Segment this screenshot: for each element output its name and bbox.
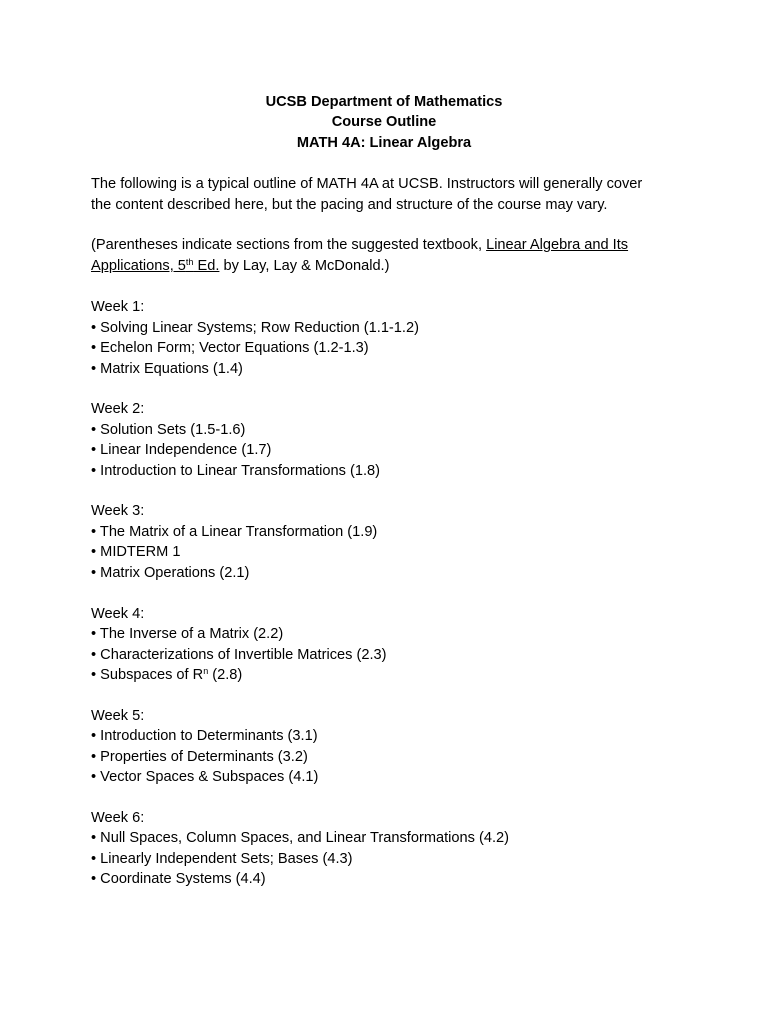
topic-item: • Matrix Equations (1.4) [91, 360, 243, 377]
topic-item: • Introduction to Determinants (3.1) [91, 728, 318, 745]
topic-item: • Null Spaces, Column Spaces, and Linear Transformations (4.2) [91, 830, 509, 847]
topic-item: • Solution Sets (1.5-1.6) [91, 421, 246, 438]
topic-item: • Introduction to Linear Transformations (1.8) [91, 462, 381, 479]
week-block [91, 399, 711, 481]
topic-section: (2.8) [208, 667, 243, 684]
topic-item: • The Matrix of a Linear Transformation (1.9) [91, 523, 378, 540]
textbook-title-part-1: Linear Algebra and Its [486, 237, 629, 253]
intro-paragraph [91, 174, 711, 215]
document-header [0, 92, 768, 153]
topic-item: • MIDTERM 1 [91, 544, 181, 561]
textbook-note [91, 235, 711, 276]
note-line-1 [91, 235, 711, 256]
week-title: Week 5: [91, 707, 145, 724]
textbook-edition-text: Ed. [193, 257, 220, 274]
topic-item: • Properties of Determinants (3.2) [91, 748, 308, 765]
exponent-superscript: n [203, 666, 209, 677]
week-title: Week 6: [91, 809, 145, 826]
note-suffix: by Lay, Lay & McDonald.) [219, 257, 390, 274]
topic-text: • Subspaces of R [91, 667, 204, 684]
intro-line: the content described here, but the pacing and structure of the course may vary. [91, 196, 608, 213]
topic-item: • Linearly Independent Sets; Bases (4.3) [91, 850, 353, 867]
topic-item: • Vector Spaces & Subspaces (4.1) [91, 769, 319, 786]
department-title: UCSB Department of Mathematics [265, 94, 503, 110]
week-title: Week 3: [91, 503, 145, 520]
topic-item: • Matrix Operations (2.1) [91, 564, 250, 581]
note-line-2 [91, 256, 711, 277]
topic-item: • Linear Independence (1.7) [91, 442, 272, 459]
weekly-schedule [91, 297, 711, 910]
edition-superscript: th [185, 256, 194, 267]
week-block [91, 297, 711, 379]
week-block [91, 501, 711, 583]
week-title: Week 4: [91, 605, 145, 622]
topic-item-subspaces [91, 665, 711, 686]
topic-item: • Solving Linear Systems; Row Reduction (1.1-1.2) [91, 319, 419, 336]
topic-item: • Echelon Form; Vector Equations (1.2-1.3) [91, 340, 369, 356]
outline-subtitle: Course Outline [331, 114, 437, 131]
course-title: MATH 4A: Linear Algebra [296, 134, 472, 151]
textbook-title-text: Applications, 5 [91, 257, 186, 274]
topic-item: • The Inverse of a Matrix (2.2) [91, 626, 284, 643]
week-title: Week 2: [91, 401, 145, 418]
note-prefix: (Parentheses indicate sections from the suggested textbook, [91, 237, 487, 253]
week-title: Week 1: [91, 299, 145, 315]
week-block [91, 604, 711, 686]
intro-line: The following is a typical outline of MATH 4A at UCSB. Instructors will generally cover [91, 176, 643, 192]
week-block [91, 706, 711, 788]
topic-item: • Coordinate Systems (4.4) [91, 871, 266, 888]
topic-item: • Characterizations of Invertible Matrices (2.3) [91, 646, 387, 663]
textbook-title-part-2 [91, 258, 219, 274]
week-block [91, 808, 711, 890]
